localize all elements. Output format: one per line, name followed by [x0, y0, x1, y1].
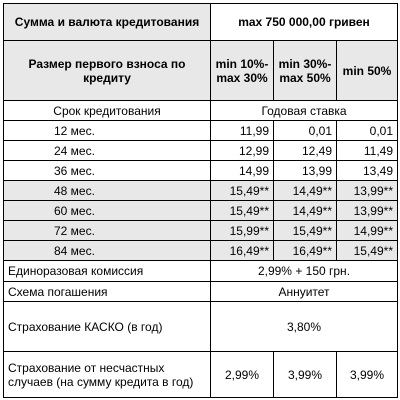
commission-label: Единоразовая комиссия	[4, 261, 211, 282]
rate-cell: 15,99**	[211, 221, 274, 241]
term-cell: 24 мес.	[4, 141, 211, 161]
down-payment-label: Размер первого взноса по кредиту	[4, 41, 211, 101]
repayment-value: Аннуитет	[211, 282, 398, 302]
term-cell: 60 мес.	[4, 201, 211, 221]
term-cell: 84 мес.	[4, 241, 211, 261]
rate-row	[4, 181, 398, 201]
rate-cell: 15,49**	[211, 201, 274, 221]
accident-insurance-label: Страхование от несчастных случаев (на сумму кредита в год)	[4, 352, 211, 398]
term-cell: 48 мес.	[4, 181, 211, 201]
accident-insurance-col-2: 3,99%	[274, 352, 337, 398]
rate-cell: 16,49**	[211, 241, 274, 261]
rate-cell: 14,49**	[274, 201, 337, 221]
rate-row	[4, 141, 398, 161]
term-cell: 72 мес.	[4, 221, 211, 241]
amount-value: max 750 000,00 гривен	[211, 4, 398, 41]
rate-cell: 15,49**	[337, 241, 398, 261]
amount-label: Сумма и валюта кредитования	[4, 4, 211, 41]
rate-cell: 13,99**	[337, 181, 398, 201]
term-cell: 36 мес.	[4, 161, 211, 181]
rate-cell: 14,99	[211, 161, 274, 181]
rate-cell: 15,49**	[211, 181, 274, 201]
rate-cell: 13,99**	[337, 201, 398, 221]
credit-terms-table	[3, 3, 398, 398]
rate-cell: 0,01	[274, 121, 337, 141]
rate-cell: 14,99**	[337, 221, 398, 241]
rate-cell: 12,49	[274, 141, 337, 161]
term-header: Срок кредитования	[4, 101, 211, 121]
rate-cell: 11,49	[337, 141, 398, 161]
rate-row	[4, 201, 398, 221]
rate-row	[4, 221, 398, 241]
annual-rate-header: Годовая ставка	[211, 101, 398, 121]
rate-row	[4, 161, 398, 181]
rate-cell: 15,49**	[274, 221, 337, 241]
rate-cell: 13,99	[274, 161, 337, 181]
term-cell: 12 мес.	[4, 121, 211, 141]
down-payment-col-1: min 10%- max 30%	[211, 41, 274, 101]
rate-cell: 12,99	[211, 141, 274, 161]
rate-cell: 13,49	[337, 161, 398, 181]
rate-cell: 16,49**	[274, 241, 337, 261]
accident-insurance-col-3: 3,99%	[337, 352, 398, 398]
rate-cell: 0,01	[337, 121, 398, 141]
accident-insurance-col-1: 2,99%	[211, 352, 274, 398]
commission-value: 2,99% + 150 грн.	[211, 261, 398, 282]
rate-row	[4, 121, 398, 141]
rate-row	[4, 241, 398, 261]
down-payment-col-3: min 50%	[337, 41, 398, 101]
kasko-label: Страхование КАСКО (в год)	[4, 302, 211, 352]
repayment-label: Схема погашения	[4, 282, 211, 302]
down-payment-col-2: min 30%- max 50%	[274, 41, 337, 101]
kasko-value: 3,80%	[211, 302, 398, 352]
rate-cell: 11,99	[211, 121, 274, 141]
rate-cell: 14,49**	[274, 181, 337, 201]
